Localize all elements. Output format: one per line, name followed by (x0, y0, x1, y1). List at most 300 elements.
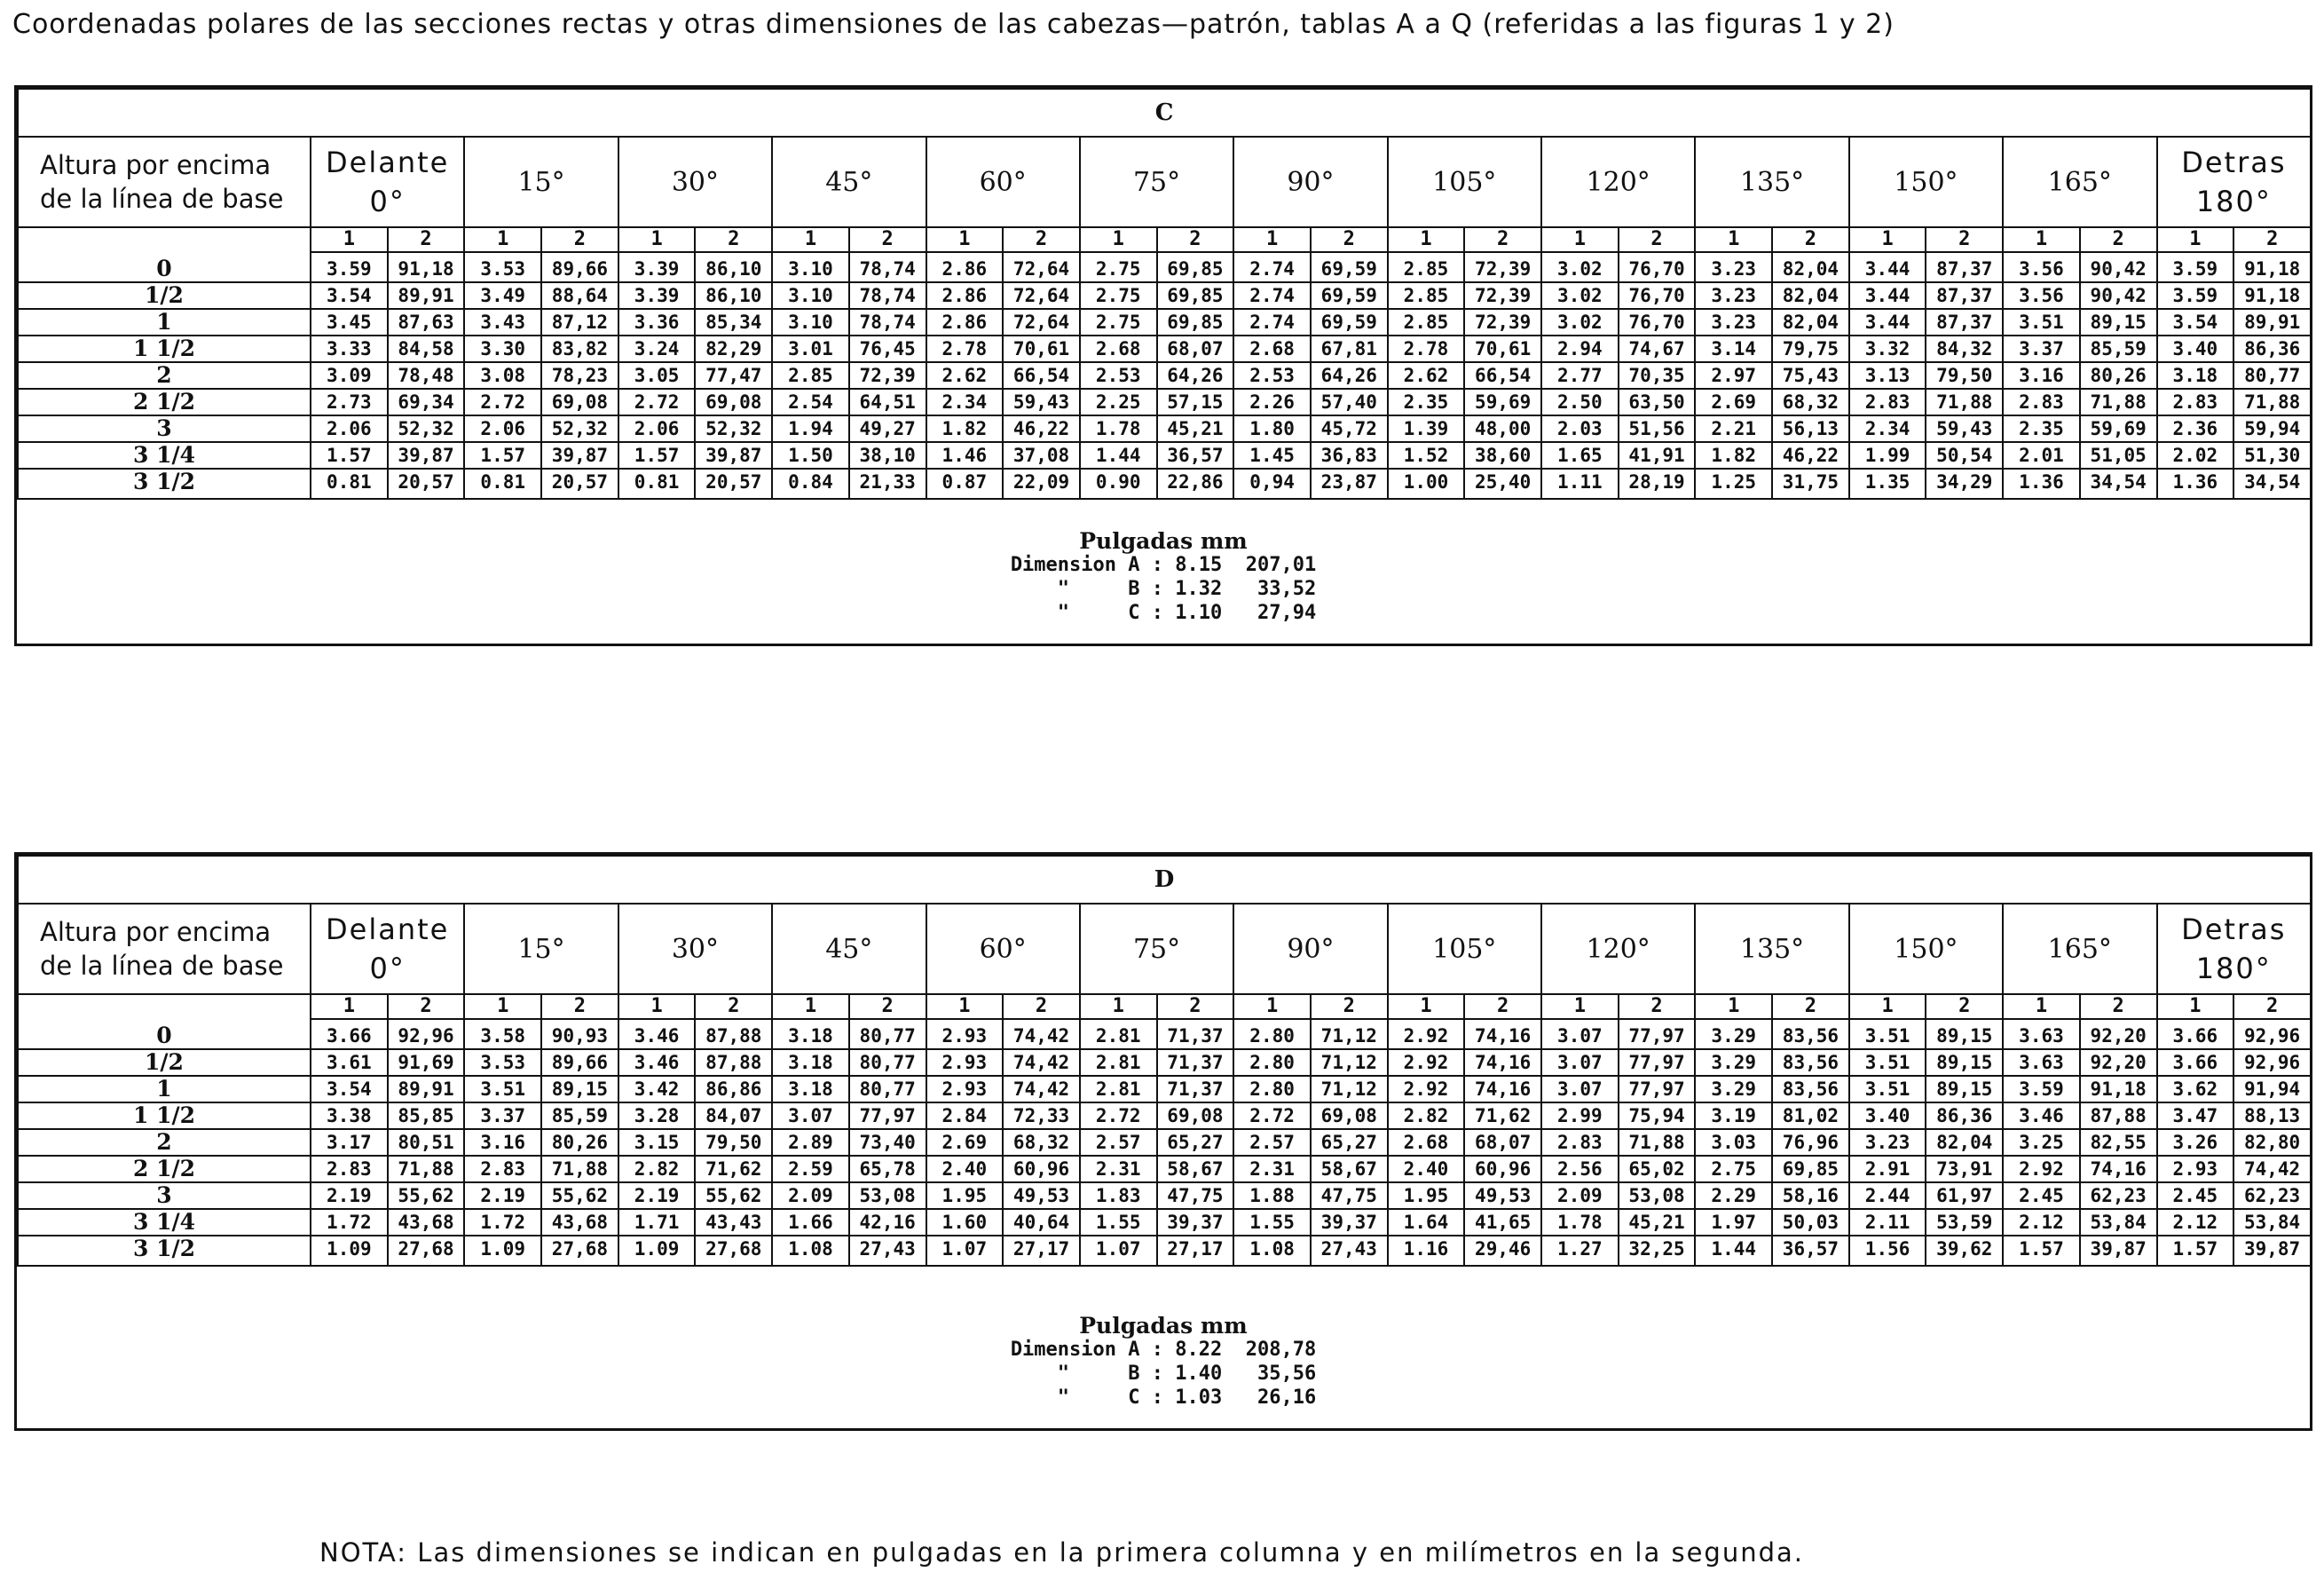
value-inches: 3.02 (1541, 282, 1619, 309)
value-mm: 43,68 (388, 1209, 465, 1236)
angle-degree: 105° (1432, 933, 1497, 965)
value-mm: 57,40 (1311, 389, 1388, 415)
value-inches: 2.74 (1233, 282, 1311, 309)
value-inches: 2.99 (1541, 1102, 1619, 1129)
sub-header-inches: 1 (311, 227, 388, 252)
polar-coordinates-table-c (17, 88, 2312, 500)
value-mm: 58,67 (1311, 1156, 1388, 1182)
value-mm: 79,50 (1926, 362, 2003, 389)
value-mm: 84,58 (388, 336, 465, 362)
value-mm: 76,96 (1772, 1129, 1849, 1156)
value-inches: 2.01 (2003, 442, 2080, 469)
value-mm: 49,53 (1464, 1182, 1541, 1209)
value-inches: 1.78 (1541, 1209, 1619, 1236)
value-inches: 1.44 (1080, 442, 1157, 469)
height-label: 1/2 (18, 282, 311, 309)
value-inches: 0.81 (464, 469, 541, 499)
value-mm: 84,32 (1926, 336, 2003, 362)
value-mm: 53,08 (1619, 1182, 1696, 1209)
value-mm: 74,16 (1464, 1076, 1541, 1102)
value-inches: 1.16 (1388, 1236, 1465, 1266)
value-mm: 72,39 (1464, 282, 1541, 309)
value-mm: 22,09 (1003, 469, 1080, 499)
value-mm: 87,63 (388, 309, 465, 336)
value-inches: 2.09 (1541, 1182, 1619, 1209)
height-label: 2 (18, 1129, 311, 1156)
angle-degree: 60° (979, 166, 1027, 198)
value-mm: 80,77 (849, 1049, 926, 1076)
value-mm: 85,34 (695, 309, 772, 336)
sub-header-mm: 2 (2080, 994, 2157, 1019)
value-inches: 2.72 (1080, 1102, 1157, 1129)
value-inches: 3.51 (2003, 309, 2080, 336)
value-mm: 69,85 (1157, 282, 1234, 309)
value-mm: 74,42 (2233, 1156, 2311, 1182)
value-inches: 3.40 (2157, 336, 2234, 362)
value-inches: 2.77 (1541, 362, 1619, 389)
value-mm: 48,00 (1464, 415, 1541, 442)
value-inches: 3.58 (464, 1019, 541, 1049)
value-inches: 1.55 (1080, 1209, 1157, 1236)
angle-header (772, 904, 926, 994)
value-mm: 37,08 (1003, 442, 1080, 469)
value-inches: 2.75 (1080, 309, 1157, 336)
value-inches: 2.82 (618, 1156, 696, 1182)
value-mm: 68,32 (1772, 389, 1849, 415)
value-mm: 72,64 (1003, 309, 1080, 336)
value-mm: 87,37 (1926, 252, 2003, 282)
table-row (18, 336, 2311, 362)
value-inches: 1.08 (772, 1236, 849, 1266)
angle-header (1541, 904, 1695, 994)
value-mm: 75,94 (1619, 1102, 1696, 1129)
value-inches: 3.66 (2157, 1019, 2234, 1049)
value-mm: 27,43 (849, 1236, 926, 1266)
value-inches: 1.95 (926, 1182, 1004, 1209)
value-mm: 91,18 (2233, 282, 2311, 309)
value-inches: 3.23 (1695, 309, 1772, 336)
value-inches: 1.97 (1695, 1209, 1772, 1236)
value-mm: 89,15 (2080, 309, 2157, 336)
value-inches: 2.12 (2003, 1209, 2080, 1236)
value-mm: 29,46 (1464, 1236, 1541, 1266)
value-inches: 2.02 (2157, 442, 2234, 469)
value-mm: 49,53 (1003, 1182, 1080, 1209)
sub-header-mm: 2 (1926, 994, 2003, 1019)
value-mm: 87,88 (695, 1049, 772, 1076)
sub-header-mm: 2 (695, 227, 772, 252)
value-inches: 3.02 (1541, 309, 1619, 336)
value-mm: 68,07 (1157, 336, 1234, 362)
value-mm: 69,85 (1157, 252, 1234, 282)
row-header-line: de la línea de base (40, 951, 284, 981)
value-inches: 3.36 (618, 309, 696, 336)
angle-degree: 165° (2047, 933, 2112, 965)
sub-header-inches: 1 (1849, 994, 1926, 1019)
value-inches: 2.97 (1695, 362, 1772, 389)
value-mm: 71,88 (541, 1156, 618, 1182)
table-row (18, 1019, 2311, 1049)
value-inches: 3.18 (772, 1049, 849, 1076)
angle-degree: 165° (2047, 166, 2112, 198)
height-label: 3 1/4 (18, 1209, 311, 1236)
value-mm: 71,12 (1311, 1019, 1388, 1049)
value-mm: 71,88 (2080, 389, 2157, 415)
value-mm: 43,43 (695, 1209, 772, 1236)
value-mm: 41,91 (1619, 442, 1696, 469)
height-label: 3 1/2 (18, 469, 311, 499)
value-inches: 3.42 (618, 1076, 696, 1102)
value-inches: 3.02 (1541, 252, 1619, 282)
value-inches: 3.51 (1849, 1076, 1926, 1102)
value-mm: 89,15 (1926, 1076, 2003, 1102)
dimensions-box-d (17, 1295, 2310, 1428)
value-inches: 2.31 (1080, 1156, 1157, 1182)
value-inches: 3.16 (2003, 362, 2080, 389)
value-mm: 66,54 (1464, 362, 1541, 389)
value-inches: 2.81 (1080, 1019, 1157, 1049)
value-inches: 3.59 (2003, 1076, 2080, 1102)
value-inches: 2.86 (926, 309, 1004, 336)
value-mm: 86,10 (695, 252, 772, 282)
value-mm: 69,59 (1311, 282, 1388, 309)
value-inches: 3.18 (772, 1019, 849, 1049)
value-mm: 82,04 (1772, 252, 1849, 282)
value-inches: 1.88 (1233, 1182, 1311, 1209)
angle-header (2157, 137, 2312, 227)
sub-header-inches: 1 (772, 994, 849, 1019)
value-inches: 2.93 (926, 1019, 1004, 1049)
value-mm: 69,59 (1311, 309, 1388, 336)
angle-degree: 150° (1894, 933, 1958, 965)
value-mm: 65,02 (1619, 1156, 1696, 1182)
value-inches: 1.72 (464, 1209, 541, 1236)
value-mm: 52,32 (388, 415, 465, 442)
value-mm: 82,04 (1772, 282, 1849, 309)
sub-header-mm: 2 (1772, 994, 1849, 1019)
value-inches: 2.31 (1233, 1156, 1311, 1182)
sub-header-inches: 1 (1388, 227, 1465, 252)
value-mm: 89,91 (388, 282, 465, 309)
value-mm: 82,04 (1772, 309, 1849, 336)
dimension-line: " B : 1.40 35,56 (1010, 1363, 1317, 1385)
sub-header-inches: 1 (1080, 994, 1157, 1019)
value-mm: 71,88 (1619, 1129, 1696, 1156)
value-mm: 90,42 (2080, 252, 2157, 282)
value-mm: 86,86 (695, 1076, 772, 1102)
value-inches: 2.80 (1233, 1076, 1311, 1102)
value-inches: 3.18 (2157, 362, 2234, 389)
value-mm: 68,32 (1003, 1129, 1080, 1156)
value-inches: 2.11 (1849, 1209, 1926, 1236)
value-inches: 2.81 (1080, 1049, 1157, 1076)
value-inches: 3.53 (464, 252, 541, 282)
value-mm: 77,97 (1619, 1076, 1696, 1102)
value-inches: 3.54 (311, 282, 388, 309)
row-header-label (18, 904, 311, 994)
height-label: 1 (18, 1076, 311, 1102)
value-inches: 3.56 (2003, 252, 2080, 282)
value-mm: 91,18 (388, 252, 465, 282)
value-mm: 73,91 (1926, 1156, 2003, 1182)
value-inches: 2.36 (2157, 415, 2234, 442)
table-row (18, 469, 2311, 499)
value-inches: 1.11 (1541, 469, 1619, 499)
value-mm: 64,26 (1157, 362, 1234, 389)
value-mm: 22,86 (1157, 469, 1234, 499)
value-inches: 3.53 (464, 1049, 541, 1076)
sub-header-mm: 2 (1157, 994, 1234, 1019)
value-inches: 3.01 (772, 336, 849, 362)
value-mm: 83,56 (1772, 1076, 1849, 1102)
value-mm: 32,25 (1619, 1236, 1696, 1266)
polar-coordinates-table-d (17, 855, 2312, 1267)
value-inches: 1.09 (618, 1236, 696, 1266)
value-inches: 3.45 (311, 309, 388, 336)
value-mm: 89,15 (1926, 1049, 2003, 1076)
value-inches: 1.57 (2157, 1236, 2234, 1266)
value-mm: 39,87 (541, 442, 618, 469)
angle-degree: 75° (1132, 166, 1181, 198)
height-label: 2 1/2 (18, 389, 311, 415)
sub-header-mm: 2 (1003, 227, 1080, 252)
height-label: 3 (18, 415, 311, 442)
dimension-line: " C : 1.10 27,94 (1010, 602, 1317, 624)
value-mm: 55,62 (695, 1182, 772, 1209)
table-row (18, 415, 2311, 442)
value-mm: 31,75 (1772, 469, 1849, 499)
value-inches: 3.44 (1849, 252, 1926, 282)
value-mm: 92,96 (2233, 1049, 2311, 1076)
value-mm: 47,75 (1311, 1182, 1388, 1209)
sub-header-mm: 2 (1311, 227, 1388, 252)
sub-header-mm: 2 (388, 227, 465, 252)
value-inches: 3.10 (772, 282, 849, 309)
value-inches: 3.23 (1695, 252, 1772, 282)
value-inches: 3.54 (2157, 309, 2234, 336)
angle-degree: 120° (1586, 933, 1650, 965)
value-mm: 58,16 (1772, 1182, 1849, 1209)
value-mm: 75,43 (1772, 362, 1849, 389)
value-mm: 55,62 (541, 1182, 618, 1209)
angle-header (1849, 137, 2003, 227)
value-mm: 39,87 (2233, 1236, 2311, 1266)
value-inches: 1.82 (1695, 442, 1772, 469)
value-mm: 50,54 (1926, 442, 2003, 469)
value-inches: 3.56 (2003, 282, 2080, 309)
value-mm: 59,69 (1464, 389, 1541, 415)
value-inches: 3.59 (2157, 252, 2234, 282)
value-mm: 20,57 (541, 469, 618, 499)
value-inches: 3.29 (1695, 1019, 1772, 1049)
value-mm: 27,68 (695, 1236, 772, 1266)
value-inches: 2.35 (1388, 389, 1465, 415)
sub-header-mm: 2 (1772, 227, 1849, 252)
value-mm: 67,81 (1311, 336, 1388, 362)
value-mm: 36,57 (1157, 442, 1234, 469)
dimensions-units-header: Pulgadas mm (1079, 1313, 1248, 1339)
value-mm: 76,70 (1619, 252, 1696, 282)
value-mm: 39,62 (1926, 1236, 2003, 1266)
value-inches: 2.19 (618, 1182, 696, 1209)
value-inches: 2.68 (1388, 1129, 1465, 1156)
value-inches: 3.40 (1849, 1102, 1926, 1129)
value-inches: 2.57 (1233, 1129, 1311, 1156)
value-mm: 46,22 (1772, 442, 1849, 469)
value-inches: 1.94 (772, 415, 849, 442)
value-mm: 69,59 (1311, 252, 1388, 282)
footnote: NOTA: Las dimensiones se indican en pulgadas en la primera columna y en milímetros en la segunda. (319, 1537, 1804, 1568)
value-inches: 3.07 (1541, 1076, 1619, 1102)
table-row (18, 1182, 2311, 1209)
value-mm: 50,03 (1772, 1209, 1849, 1236)
value-mm: 92,96 (388, 1019, 465, 1049)
value-mm: 62,23 (2233, 1182, 2311, 1209)
value-mm: 77,47 (695, 362, 772, 389)
angle-header (926, 137, 1080, 227)
value-inches: 3.59 (2157, 282, 2234, 309)
value-mm: 71,62 (1464, 1102, 1541, 1129)
angle-header (1541, 137, 1695, 227)
value-inches: 3.23 (1695, 282, 1772, 309)
value-mm: 69,34 (388, 389, 465, 415)
value-mm: 69,08 (1311, 1102, 1388, 1129)
value-mm: 74,42 (1003, 1076, 1080, 1102)
value-mm: 81,02 (1772, 1102, 1849, 1129)
value-inches: 3.59 (311, 252, 388, 282)
value-inches: 1.00 (1388, 469, 1465, 499)
value-inches: 2.89 (772, 1129, 849, 1156)
sub-header-mm: 2 (1619, 227, 1696, 252)
value-mm: 39,37 (1157, 1209, 1234, 1236)
value-inches: 2.83 (2003, 389, 2080, 415)
value-inches: 2.06 (464, 415, 541, 442)
value-mm: 64,26 (1311, 362, 1388, 389)
table-row (18, 309, 2311, 336)
value-inches: 2.92 (1388, 1049, 1465, 1076)
sub-header-mm: 2 (849, 994, 926, 1019)
value-mm: 66,54 (1003, 362, 1080, 389)
value-inches: 2.85 (1388, 282, 1465, 309)
value-inches: 2.29 (1695, 1182, 1772, 1209)
sub-header-inches: 1 (1233, 227, 1311, 252)
value-inches: 3.10 (772, 252, 849, 282)
row-header-line: de la línea de base (40, 184, 284, 214)
sub-header-inches: 1 (618, 994, 696, 1019)
sub-header-mm: 2 (541, 227, 618, 252)
value-mm: 57,15 (1157, 389, 1234, 415)
value-mm: 77,97 (1619, 1019, 1696, 1049)
angle-header (1388, 137, 1541, 227)
row-header-label (18, 137, 311, 227)
table-row (18, 389, 2311, 415)
value-inches: 2.75 (1080, 252, 1157, 282)
value-mm: 45,21 (1157, 415, 1234, 442)
value-inches: 3.63 (2003, 1019, 2080, 1049)
value-mm: 89,15 (541, 1076, 618, 1102)
sub-header-mm: 2 (1003, 994, 1080, 1019)
value-inches: 1.45 (1233, 442, 1311, 469)
table-row (18, 1209, 2311, 1236)
value-inches: 2.62 (1388, 362, 1465, 389)
value-inches: 1.56 (1849, 1236, 1926, 1266)
value-inches: 2.45 (2157, 1182, 2234, 1209)
value-inches: 1.50 (772, 442, 849, 469)
height-label: 2 1/2 (18, 1156, 311, 1182)
angle-position-label: Delante (326, 146, 450, 179)
value-inches: 2.56 (1541, 1156, 1619, 1182)
angle-header (311, 137, 464, 227)
value-mm: 34,54 (2233, 469, 2311, 499)
value-mm: 80,77 (849, 1019, 926, 1049)
angle-degree: 0° (369, 952, 406, 985)
value-mm: 65,27 (1157, 1129, 1234, 1156)
sub-header-inches: 1 (926, 227, 1004, 252)
value-mm: 78,74 (849, 309, 926, 336)
value-mm: 79,75 (1772, 336, 1849, 362)
value-inches: 1.78 (1080, 415, 1157, 442)
value-mm: 27,17 (1003, 1236, 1080, 1266)
dimension-line: " C : 1.03 26,16 (1010, 1386, 1317, 1409)
value-inches: 3.19 (1695, 1102, 1772, 1129)
value-inches: 2.26 (1233, 389, 1311, 415)
value-mm: 20,57 (388, 469, 465, 499)
value-mm: 85,85 (388, 1102, 465, 1129)
value-mm: 76,70 (1619, 309, 1696, 336)
value-mm: 27,43 (1311, 1236, 1388, 1266)
value-inches: 1.07 (926, 1236, 1004, 1266)
value-inches: 2.35 (2003, 415, 2080, 442)
value-inches: 2.85 (1388, 309, 1465, 336)
value-inches: 1.55 (1233, 1209, 1311, 1236)
value-mm: 59,94 (2233, 415, 2311, 442)
value-inches: 1.09 (311, 1236, 388, 1266)
value-mm: 72,33 (1003, 1102, 1080, 1129)
value-inches: 3.32 (1849, 336, 1926, 362)
value-mm: 39,87 (388, 442, 465, 469)
value-inches: 3.03 (1695, 1129, 1772, 1156)
value-inches: 3.37 (464, 1102, 541, 1129)
value-inches: 2.80 (1233, 1019, 1311, 1049)
value-inches: 0.87 (926, 469, 1004, 499)
value-mm: 36,83 (1311, 442, 1388, 469)
value-inches: 3.08 (464, 362, 541, 389)
sub-header-inches: 1 (772, 227, 849, 252)
height-label: 1/2 (18, 1049, 311, 1076)
value-inches: 3.23 (1849, 1129, 1926, 1156)
value-mm: 88,13 (2233, 1102, 2311, 1129)
angle-degree: 30° (671, 933, 720, 965)
value-mm: 53,84 (2080, 1209, 2157, 1236)
value-mm: 27,68 (541, 1236, 618, 1266)
value-inches: 1.57 (2003, 1236, 2080, 1266)
value-mm: 74,42 (1003, 1049, 1080, 1076)
value-inches: 3.33 (311, 336, 388, 362)
value-inches: 3.66 (311, 1019, 388, 1049)
value-mm: 63,50 (1619, 389, 1696, 415)
sub-header-inches: 1 (464, 227, 541, 252)
value-mm: 59,43 (1926, 415, 2003, 442)
value-inches: 3.62 (2157, 1076, 2234, 1102)
dimension-line: Dimension A : 8.22 208,78 (1010, 1339, 1317, 1361)
value-mm: 87,88 (695, 1019, 772, 1049)
value-inches: 3.30 (464, 336, 541, 362)
value-mm: 60,96 (1464, 1156, 1541, 1182)
value-inches: 3.63 (2003, 1049, 2080, 1076)
value-inches: 2.12 (2157, 1209, 2234, 1236)
value-inches: 2.59 (772, 1156, 849, 1182)
angle-header (618, 904, 772, 994)
